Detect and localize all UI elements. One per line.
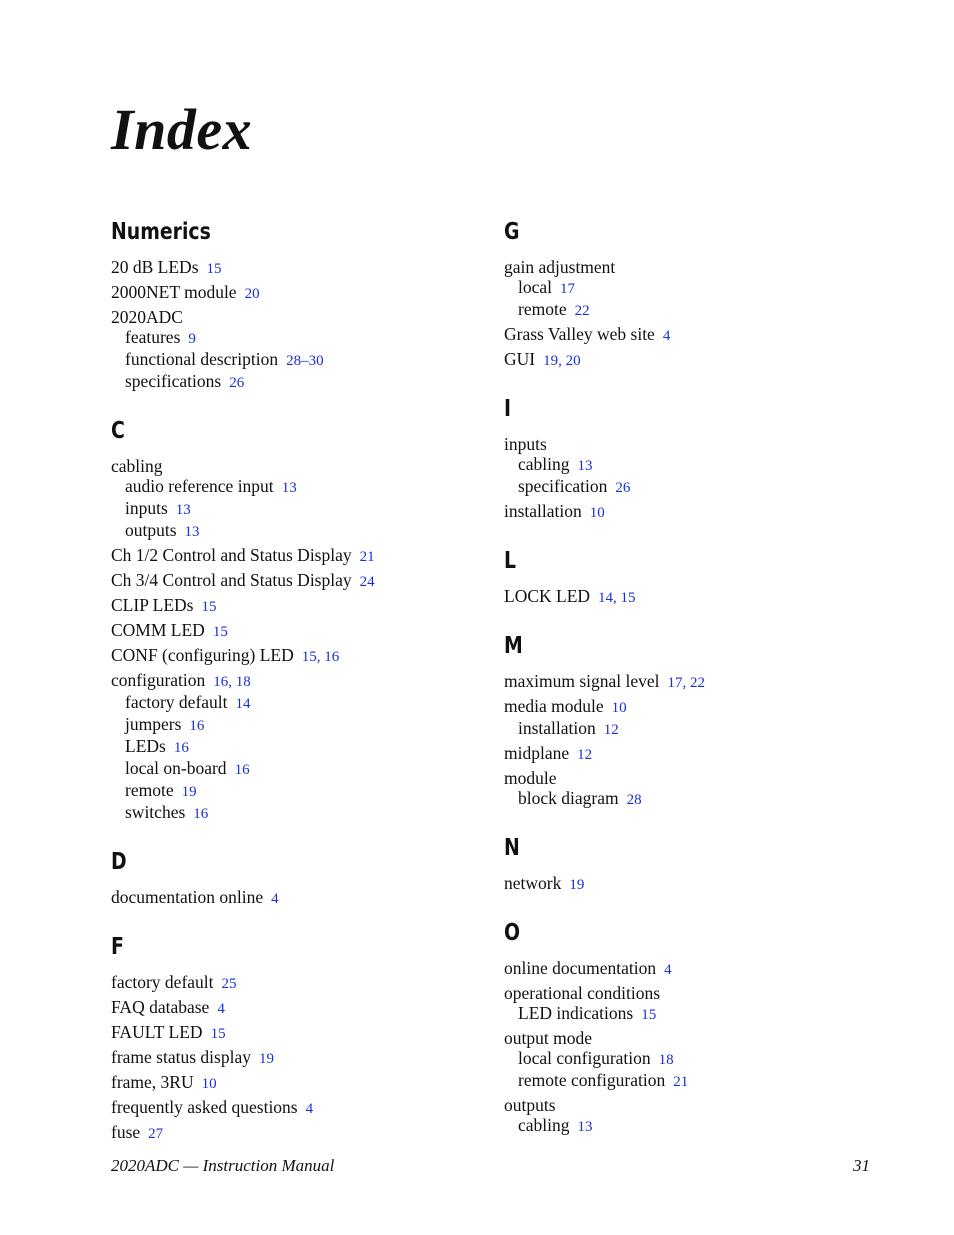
- entry-term: remote: [518, 299, 567, 319]
- page-reference-link[interactable]: 13: [281, 480, 297, 496]
- entry-term: outputs: [504, 1095, 556, 1115]
- index-entry: [111, 545, 491, 567]
- section-heading: G: [504, 219, 520, 245]
- index-entry: [111, 570, 491, 592]
- entry-term: media module: [504, 696, 604, 716]
- page-reference-link[interactable]: 15: [201, 599, 217, 615]
- index-entry: [111, 1022, 491, 1044]
- entry-term: cabling: [518, 1115, 570, 1135]
- index-subentry: [111, 780, 491, 802]
- page-reference-link[interactable]: 26: [229, 375, 245, 391]
- index-entry: [504, 324, 884, 346]
- index-entry: [111, 595, 491, 617]
- section-heading: D: [111, 849, 127, 875]
- page-reference-link[interactable]: 18: [658, 1052, 674, 1068]
- entry-term: jumpers: [125, 714, 182, 734]
- page-reference-link[interactable]: 21: [673, 1074, 689, 1090]
- page-reference-link[interactable]: 19: [569, 877, 585, 893]
- page-reference-link[interactable]: 13: [577, 1119, 593, 1135]
- index-subentry: [111, 327, 491, 349]
- entry-term: frame, 3RU: [111, 1072, 194, 1092]
- page-reference-link[interactable]: 17, 22: [667, 675, 706, 691]
- entry-term: Grass Valley web site: [504, 324, 655, 344]
- page-reference-link[interactable]: 24: [359, 574, 375, 590]
- entry-term: local: [518, 277, 553, 297]
- index-subentry: [504, 277, 884, 299]
- page-reference-link[interactable]: 19: [258, 1051, 274, 1067]
- entry-term: inputs: [125, 498, 168, 518]
- section-heading: C: [111, 418, 125, 444]
- index-entry: [111, 282, 491, 304]
- entry-term: LOCK LED: [504, 586, 591, 606]
- index-entry: [504, 586, 884, 608]
- index-entry: [504, 958, 884, 980]
- page-reference-link[interactable]: 4: [271, 891, 279, 907]
- index-entry: [504, 743, 884, 765]
- entry-term: module: [504, 768, 557, 788]
- entry-term: cabling: [518, 454, 570, 474]
- entry-term: documentation online: [111, 887, 264, 907]
- entry-term: switches: [125, 802, 186, 822]
- index-entry: [504, 873, 884, 895]
- index-subentry: [111, 736, 491, 758]
- page-number: 31: [853, 1156, 870, 1175]
- section-heading: Numerics: [111, 219, 211, 245]
- entry-term: GUI: [504, 349, 536, 369]
- page-reference-link[interactable]: 4: [217, 1001, 225, 1017]
- entry-term: specification: [518, 476, 608, 496]
- entry-term: factory default: [125, 692, 228, 712]
- section-heading: I: [504, 396, 512, 422]
- entry-term: inputs: [504, 434, 547, 454]
- page-reference-link[interactable]: 27: [148, 1126, 164, 1142]
- index-section: [504, 830, 884, 895]
- entry-term: COMM LED: [111, 620, 205, 640]
- index-subentry: [504, 1070, 884, 1092]
- entry-term: FAQ database: [111, 997, 210, 1017]
- index-section: [504, 391, 884, 523]
- entry-term: gain adjustment: [504, 257, 616, 277]
- page-reference-link[interactable]: 4: [664, 962, 672, 978]
- entry-term: Ch 3/4 Control and Status Display: [111, 570, 352, 590]
- entry-term: specifications: [125, 371, 222, 391]
- footer-manual-title: 2020ADC — Instruction Manual: [111, 1156, 335, 1175]
- index-section: [504, 915, 884, 1137]
- page-reference-link[interactable]: 4: [662, 328, 671, 344]
- page-reference-link[interactable]: 19, 20: [543, 353, 581, 369]
- page-reference-link[interactable]: 13: [577, 458, 593, 474]
- entry-term: frequently asked questions: [111, 1097, 298, 1117]
- page-reference-link[interactable]: 10: [201, 1076, 217, 1092]
- page-title: Index: [111, 97, 253, 162]
- index-subentry: [111, 714, 491, 736]
- index-section: [504, 214, 884, 371]
- index-subentry: [504, 718, 884, 740]
- index-subentry: [504, 476, 884, 498]
- index-entry: [504, 257, 884, 277]
- section-heading: F: [111, 934, 124, 960]
- entry-term: CONF (configuring) LED: [111, 645, 294, 665]
- page-reference-link[interactable]: 22: [574, 303, 590, 319]
- index-subentry: [504, 788, 884, 810]
- index-subentry: [504, 1048, 884, 1070]
- index-column-right: [504, 214, 884, 1157]
- page-reference-link[interactable]: 15: [210, 1026, 226, 1042]
- entry-term: audio reference input: [125, 476, 274, 496]
- entry-term: outputs: [125, 520, 177, 540]
- index-entry: [504, 983, 884, 1003]
- page-reference-link[interactable]: 15: [212, 624, 228, 640]
- section-heading: M: [504, 633, 523, 659]
- index-section: [504, 543, 884, 608]
- entry-term: output mode: [504, 1028, 592, 1048]
- index-subentry: [504, 1115, 884, 1137]
- page-reference-link[interactable]: 21: [359, 549, 375, 565]
- entry-term: 20 dB LEDs: [111, 257, 199, 277]
- entry-term: fuse: [111, 1122, 141, 1142]
- page-reference-link[interactable]: 16: [234, 762, 250, 778]
- index-subentry: [111, 476, 491, 498]
- page-reference-link[interactable]: 14, 15: [598, 590, 636, 606]
- page-reference-link[interactable]: 12: [577, 747, 593, 763]
- page-reference-link[interactable]: 14: [235, 696, 251, 712]
- index-entry: [111, 887, 491, 909]
- index-subentry: [111, 692, 491, 714]
- entry-term: online documentation: [504, 958, 657, 978]
- index-section: [111, 413, 491, 824]
- index-section: [504, 628, 884, 810]
- index-entry: [111, 1072, 491, 1094]
- entry-term: cabling: [111, 456, 163, 476]
- page-reference-link[interactable]: 9: [188, 331, 196, 347]
- index-subentry: [111, 802, 491, 824]
- entry-term: FAULT LED: [111, 1022, 203, 1042]
- entry-term: Ch 1/2 Control and Status Display: [111, 545, 352, 565]
- entry-term: 2000NET module: [111, 282, 237, 302]
- index-entry: [111, 670, 491, 692]
- index-entry: [504, 501, 884, 523]
- page-reference-link[interactable]: 25: [221, 976, 237, 992]
- page-footer: [111, 1156, 870, 1176]
- index-section: [111, 844, 491, 909]
- index-entry: [504, 1028, 884, 1048]
- entry-term: remote configuration: [518, 1070, 666, 1090]
- entry-term: network: [504, 873, 562, 893]
- page-reference-link[interactable]: 13: [175, 502, 191, 518]
- index-entry: [111, 972, 491, 994]
- page-reference-link[interactable]: 4: [305, 1101, 314, 1117]
- entry-term: installation: [518, 718, 596, 738]
- index-entry: [111, 257, 491, 279]
- index-entry: [111, 456, 491, 476]
- page-reference-link[interactable]: 20: [244, 286, 260, 302]
- index-entry: [504, 349, 884, 371]
- page-reference-link[interactable]: 15: [641, 1007, 657, 1023]
- entry-term: CLIP LEDs: [111, 595, 194, 615]
- page-reference-link[interactable]: 12: [603, 722, 619, 738]
- entry-term: block diagram: [518, 788, 619, 808]
- index-subentry: [504, 454, 884, 476]
- index-entry: [111, 1097, 491, 1119]
- entry-term: 2020ADC: [111, 307, 183, 327]
- page-reference-link[interactable]: 16: [189, 718, 205, 734]
- index-entry: [504, 1095, 884, 1115]
- page-reference-link[interactable]: 13: [184, 524, 200, 540]
- page-reference-link[interactable]: 26: [615, 480, 631, 496]
- page-reference-link[interactable]: 16: [173, 740, 189, 756]
- section-heading: L: [504, 548, 517, 574]
- entry-term: local on-board: [125, 758, 227, 778]
- index-entry: [504, 671, 884, 693]
- page-reference-link[interactable]: 16, 18: [213, 674, 251, 690]
- index-subentry: [111, 349, 491, 371]
- page-reference-link[interactable]: 28–30: [286, 353, 324, 369]
- entry-term: factory default: [111, 972, 214, 992]
- index-subentry: [504, 299, 884, 321]
- page-reference-link[interactable]: 19: [181, 784, 197, 800]
- index-subentry: [111, 371, 491, 393]
- page-reference-link[interactable]: 10: [611, 700, 627, 716]
- index-entry: [504, 696, 884, 718]
- entry-term: midplane: [504, 743, 570, 763]
- page-reference-link[interactable]: 10: [589, 505, 605, 521]
- index-column-left: [111, 214, 491, 1164]
- page-reference-link[interactable]: 17: [560, 281, 576, 297]
- index-entry: [111, 1122, 491, 1144]
- entry-term: installation: [504, 501, 582, 521]
- index-section: [111, 929, 491, 1144]
- index-entry: [111, 997, 491, 1019]
- entry-term: maximum signal level: [504, 671, 660, 691]
- index-entry: [111, 645, 491, 667]
- index-subentry: [111, 758, 491, 780]
- index-entry: [111, 307, 491, 327]
- index-subentry: [504, 1003, 884, 1025]
- entry-term: features: [125, 327, 181, 347]
- index-entry: [111, 1047, 491, 1069]
- page-reference-link[interactable]: 16: [193, 806, 209, 822]
- index-entry: [504, 768, 884, 788]
- index-section: [111, 214, 491, 393]
- entry-term: remote: [125, 780, 174, 800]
- index-subentry: [111, 498, 491, 520]
- index-entry: [504, 434, 884, 454]
- entry-term: operational conditions: [504, 983, 661, 1003]
- index-subentry: [111, 520, 491, 542]
- entry-term: local configuration: [518, 1048, 651, 1068]
- entry-term: configuration: [111, 670, 206, 690]
- section-heading: O: [504, 920, 521, 946]
- index-entry: [111, 620, 491, 642]
- page-reference-link[interactable]: 15: [206, 261, 222, 277]
- entry-term: LED indications: [518, 1003, 634, 1023]
- page-reference-link[interactable]: 28: [626, 792, 642, 808]
- page-reference-link[interactable]: 15, 16: [301, 649, 340, 665]
- entry-term: frame status display: [111, 1047, 251, 1067]
- entry-term: LEDs: [125, 736, 166, 756]
- entry-term: functional description: [125, 349, 279, 369]
- section-heading: N: [504, 835, 520, 861]
